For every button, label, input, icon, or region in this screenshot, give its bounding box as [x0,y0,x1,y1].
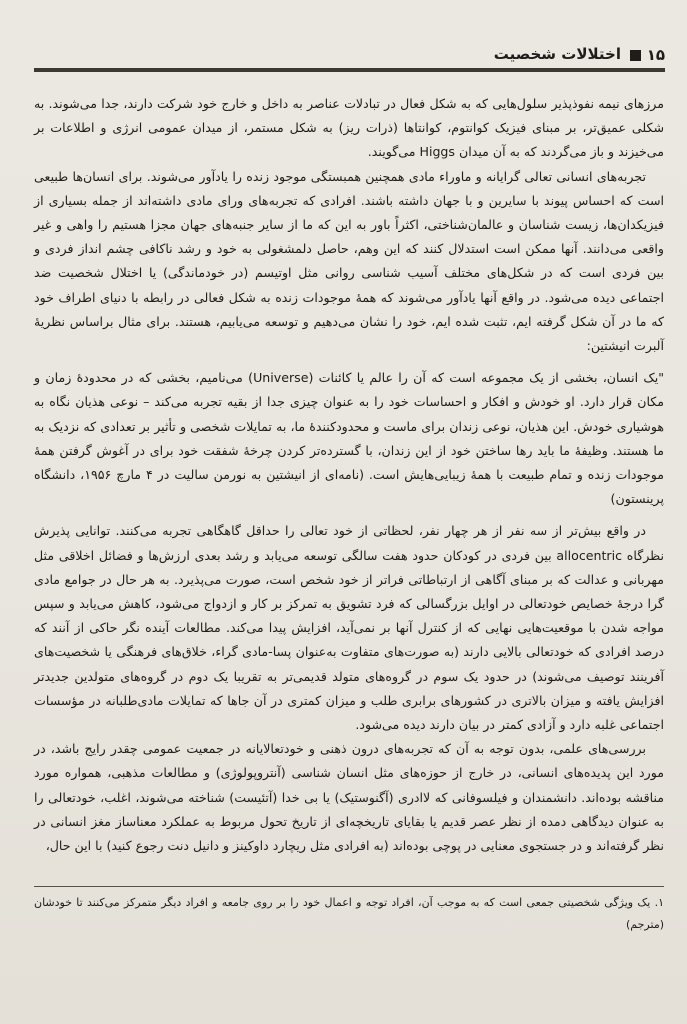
footnote: ۱. یک ویژگی شخصیتی جمعی است که به موجب آن، افراد توجه و اعمال خود را بر روی جامعه و افراد دیگر متمرکز می‌کنند تا خودشان (مترجم) [34,896,664,931]
header-rule [34,68,665,72]
page-header [34,44,665,74]
paragraph-4: بررسی‌های علمی، بدون توجه به آن که تجربه‌های درون ذهنی و خودتعالایانه در جمعیت عمومی چقدر رایج باشد، در مورد این پدیده‌های انسانی، در خارج از حوزه‌های مثل انسان شناسی (آنتروپولوژی) و مطالعات مذهبی، همواره مورد مناقشه بوده‌اند. دانشمندان و فیلسوفانی که لاادری (آگنوستیک) یا بی خدا (آتئیست) شناخته می‌شوند، اغلب، خودتعالی را به عنوان دیدگاهی دمده از نظر عصر قدیم یا بقایای تاریخچه‌ای از تاریخ تحول مربوط به عملکرد معناساز مغز انسانی در نظر گرفته‌اند و در جستجوی معنایی در پوچی بوده‌اند (به افرادی مثل ریچارد داوکینز و دانیل دنت رجوع کنید) با این حال، [34,741,664,854]
running-title: اختلالات شخصیت [493,45,621,63]
quote-paragraph: "یک انسان، بخشی از یک مجموعه است که آن را عالم یا کائنات (Universe) می‌نامیم، بخشی که در محدودهٔ زمان و مکان قرار دارد. او خودش و افکار و احساسات خود را به عنوان چیزی جدا از بقیه تجربه می‌کند – نوعی هذیان نگاه به هوشیاری خودش. این هذیان، نوعی زندان برای ماست و محدودکنندهٔ ما، به تمایلات شخصی و تأثیر بر تعدادی که نزدیک به ما هستند. وظیفهٔ ما باید رها ساختن خود از این زندان، با گسترده‌تر کردن چرخهٔ شفقت خود برای در آغوش گرفتن همهٔ موجودات زنده و تمام طبیعت با همهٔ زیبایی‌هایش است. (نامه‌ای از انیشتین به نورمن سالیت در ۴ مارچ ۱۹۵۶، دانشگاه پرینستون) [34,370,664,507]
body-text [34,92,664,858]
paragraph-1: مرزهای نیمه نفوذپذیر سلول‌هایی که به شکل فعال در تبادلات عناصر به داخل و خارج خود شرکت دارند، جدا می‌شوند. به شکلی عمیق‌تر، بر مبنای فیزیک کوانتوم، کوانتاها (ذرات ریز) به شکل مستمر، از میدان عمومی انرژی و اطلاعات بر می‌خیزند و باز می‌گردند که به آن میدان Higgs می‌گویند. [34,96,664,160]
paragraph-2: تجربه‌های انسانی تعالی گرایانه و ماوراء مادی همچنین همبستگی موجود زنده را یادآور می‌شوند. برای انسان‌ها طبیعی است که احساس پیوند با سایرین و با جهان داشته باشند. افرادی که تجربه‌های ورای مادی داشته‌اند از جمله بسیاری از فیزیکدان‌ها، زیست شناسان و عالمان‌شناختی، اکثراً باور به این که ما از سایر جنبه‌های جهان مجزا هستیم را واهی و غیر واقعی می‌دانند. آنها ممکن است استدلال کنند که این وهم، حاصل دلمشغولی به خود و رشد ناکافی چشم انداز فردی و بین فردی است که در شکل‌های مختلف آسیب شناسی روانی مثل اوتیسم (در خودماندگی) یا اختلال شخصیت ضد اجتماعی دیده می‌شود. در واقع آنها یادآور می‌شوند که همهٔ موجودات زنده به شکل فعالی در رابطه با دنیای اطراف خود که ما در آن شکل گرفته ایم، تثبت شده ایم، خود را نشان می‌دهیم و توسعه می‌یابیم، هستند. برای مثال براساس نظریهٔ آلبرت انیشتین: [34,168,664,354]
page-number: ۱۵ [646,46,665,64]
header-square-icon [630,50,641,61]
footnote-divider [34,886,664,887]
paragraph-3: در واقع بیش‌تر از سه نفر از هر چهار نفر، لحظاتی از خود تعالی را حداقل گاهگاهی تجربه می‌کنند. توانایی پذیرش نظرگاه allocentric بین فردی در کودکان حدود هفت سالگی توسعه می‌یابد و رشد بعدی ارزش‌ها و فضائل اخلاقی مثل مهربانی و عدالت که بر مبنای آگاهی از ارتباطاتی فراتر از خود شخص است، صورت می‌پذیرد. به هر حال در جوامع مادی گرا درجهٔ خصایص خودتعالی در اوایل بزرگسالی که فرد تشویق به تمرکز بر کار و ازدواج می‌شود، کاهش می‌یابد و سپس مواجه شدن با موقعیت‌هایی نهایی که از کنترل آنها بر نمی‌آید، افزایش پیدا می‌کند. مطالعات آینده نگر حاکی از آنند که درصد افرادی که خودتعالی بالایی دارند (به صورت‌های متفاوت به‌عنوان پسا-مادی گراء، خلاق‌های فرهنگی یا شخصیت‌های آفرینند توصیف می‌شوند) در حدود یک سوم در گروه‌های متولد قدیمی‌تر به تقریبا یک دوم در گروه‌های متولدین جدیدتر افزایش یافته و میزان بالاتری در کشورهای برابری طلب و میزان کمتری در آن جاها که تمایلات مادی‌طلبانه در مؤسسات اجتماعی غلبه دارد و آزادی کمتر در بیان دارند دیده می‌شود. [34,523,664,733]
